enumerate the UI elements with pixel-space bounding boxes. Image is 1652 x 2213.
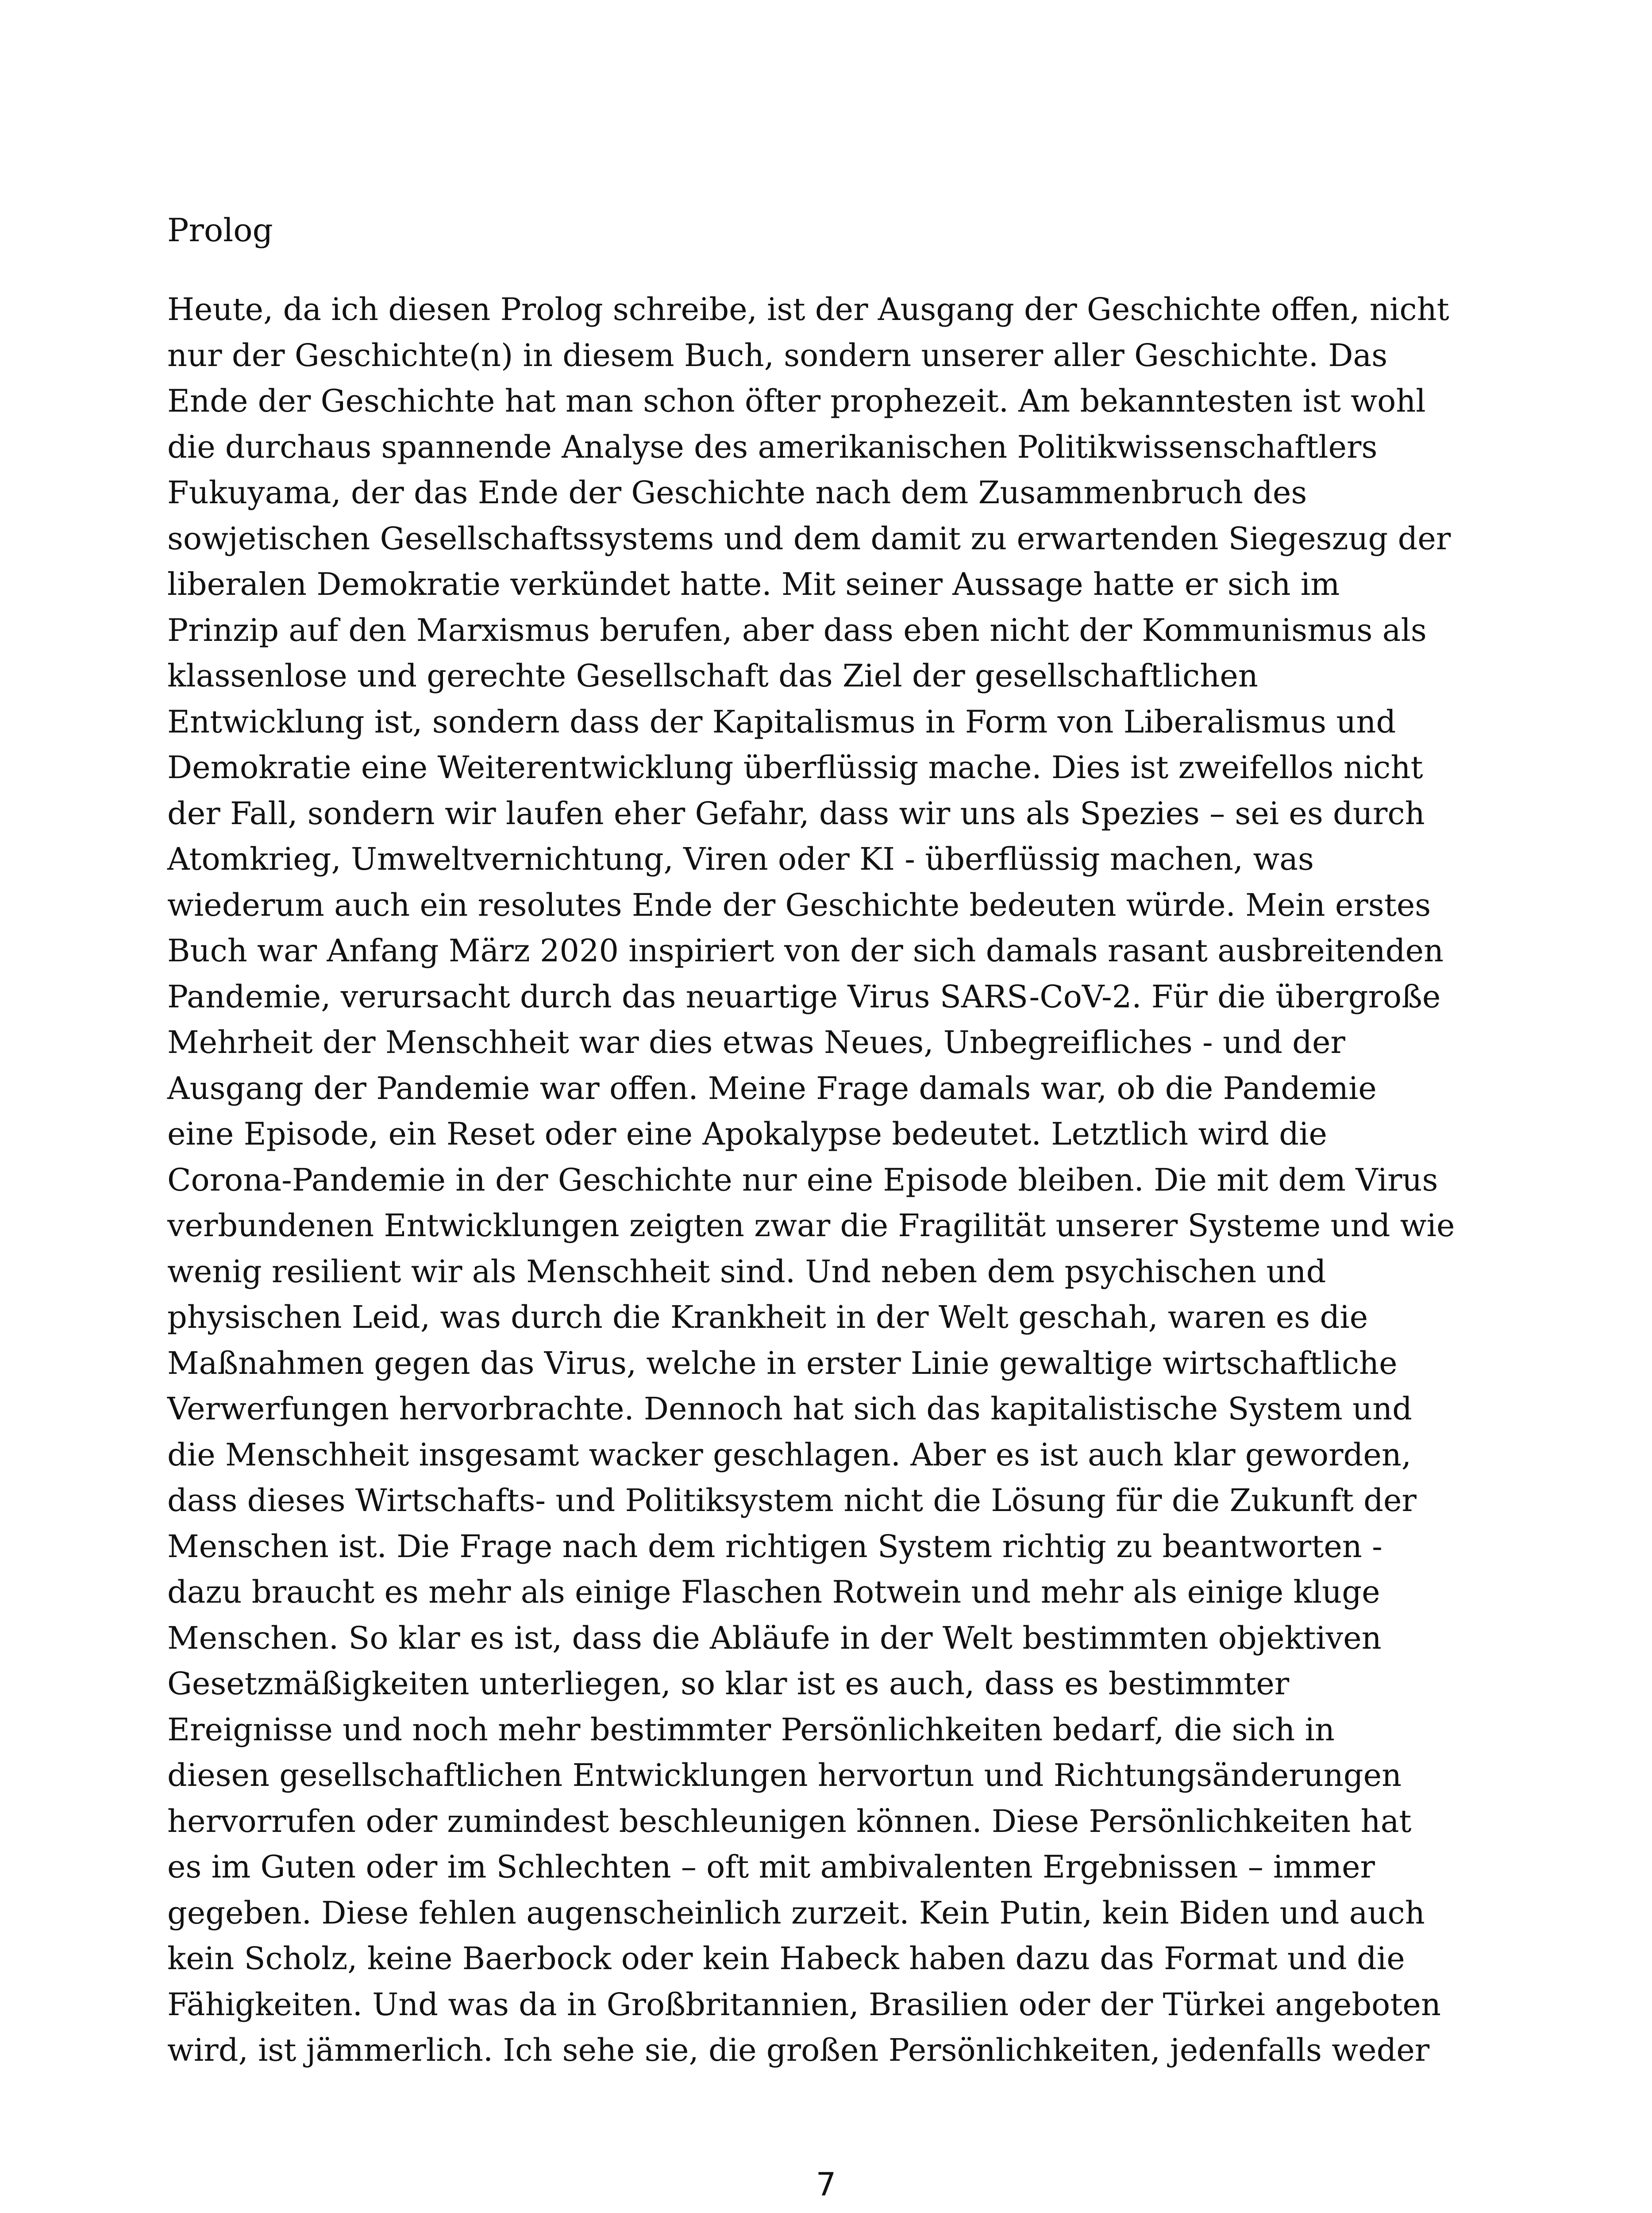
- text-line: gegeben. Diese fehlen augenscheinlich zurzeit. Kein Putin, kein Biden und auch: [167, 1894, 1425, 1931]
- text-line: Heute, da ich diesen Prolog schreibe, ist der Ausgang der Geschichte offen, nicht: [167, 291, 1449, 328]
- text-line: Verwerfungen hervorbrachte. Dennoch hat sich das kapitalistische System und: [167, 1391, 1412, 1427]
- text-line: sowjetischen Gesellschaftssystems und dem damit zu erwartenden Siegeszug der: [167, 520, 1451, 557]
- text-line: Fukuyama, der das Ende der Geschichte nach dem Zusammenbruch des: [167, 474, 1307, 511]
- text-line: die durchaus spannende Analyse des amerikanischen Politikwissenschaftlers: [167, 428, 1378, 465]
- text-line: nur der Geschichte(n) in diesem Buch, sondern unserer aller Geschichte. Das: [167, 337, 1388, 374]
- text-line: eine Episode, ein Reset oder eine Apokalypse bedeutet. Letztlich wird die: [167, 1116, 1327, 1152]
- text-line: Menschen ist. Die Frage nach dem richtigen System richtig zu beantworten -: [167, 1528, 1382, 1565]
- text-line: diesen gesellschaftlichen Entwicklungen hervortun und Richtungsänderungen: [167, 1757, 1402, 1793]
- text-line: verbundenen Entwicklungen zeigten zwar die Fragilität unserer Systeme und wie: [167, 1207, 1455, 1244]
- text-line: Ausgang der Pandemie war offen. Meine Frage damals war, ob die Pandemie: [167, 1070, 1377, 1106]
- text-line: Menschen. So klar es ist, dass die Abläufe in der Welt bestimmten objektiven: [167, 1619, 1382, 1656]
- text-line: Maßnahmen gegen das Virus, welche in erster Linie gewaltige wirtschaftliche: [167, 1345, 1398, 1381]
- text-line: Prinzip auf den Marxismus berufen, aber dass eben nicht der Kommunismus als: [167, 612, 1427, 648]
- text-line: Ereignisse und noch mehr bestimmter Persönlichkeiten bedarf, die sich in: [167, 1711, 1335, 1748]
- text-line: Demokratie eine Weiterentwicklung überflüssig mache. Dies ist zweifellos nicht: [167, 749, 1423, 786]
- text-line: Mehrheit der Menschheit war dies etwas Neues, Unbegreifliches - und der: [167, 1024, 1345, 1060]
- text-line: die Menschheit insgesamt wacker geschlagen. Aber es ist auch klar geworden,: [167, 1436, 1412, 1473]
- text-line: physischen Leid, was durch die Krankheit in der Welt geschah, waren es die: [167, 1299, 1368, 1335]
- text-line: Atomkrieg, Umweltvernichtung, Viren oder KI - überflüssig machen, was: [167, 841, 1314, 877]
- text-line: liberalen Demokratie verkündet hatte. Mit seiner Aussage hatte er sich im: [167, 566, 1340, 602]
- text-line: dass dieses Wirtschafts- und Politiksystem nicht die Lösung für die Zukunft der: [167, 1482, 1417, 1519]
- text-line: dazu braucht es mehr als einige Flaschen Rotwein und mehr als einige kluge: [167, 1574, 1380, 1610]
- text-line: wird, ist jämmerlich. Ich sehe sie, die großen Persönlichkeiten, jedenfalls weder: [167, 2032, 1430, 2068]
- text-line: es im Guten oder im Schlechten – oft mit ambivalenten Ergebnissen – immer: [167, 1849, 1375, 1885]
- text-line: Buch war Anfang März 2020 inspiriert von der sich damals rasant ausbreitenden: [167, 933, 1444, 969]
- text-line: kein Scholz, keine Baerbock oder kein Habeck haben dazu das Format und die: [167, 1940, 1405, 1977]
- text-line: wiederum auch ein resolutes Ende der Geschichte bedeuten würde. Mein erstes: [167, 887, 1431, 923]
- text-line: wenig resilient wir als Menschheit sind. Und neben dem psychischen und: [167, 1253, 1326, 1290]
- prologue-paragraph: [167, 287, 1499, 2074]
- page-number: 7: [816, 2166, 836, 2203]
- text-line: Ende der Geschichte hat man schon öfter prophezeit. Am bekanntesten ist wohl: [167, 383, 1426, 419]
- text-line: Fähigkeiten. Und was da in Großbritannien, Brasilien oder der Türkei angeboten: [167, 1986, 1441, 2023]
- text-line: Corona-Pandemie in der Geschichte nur eine Episode bleiben. Die mit dem Virus: [167, 1161, 1438, 1198]
- text-line: klassenlose und gerechte Gesellschaft das Ziel der gesellschaftlichen: [167, 658, 1258, 694]
- text-line: Gesetzmäßigkeiten unterliegen, so klar ist es auch, dass es bestimmter: [167, 1666, 1290, 1702]
- chapter-title: Prolog: [167, 212, 273, 249]
- text-line: Pandemie, verursacht durch das neuartige Virus SARS-CoV-2. Für die übergroße: [167, 978, 1441, 1015]
- text-line: hervorrufen oder zumindest beschleunigen können. Diese Persönlichkeiten hat: [167, 1803, 1412, 1839]
- text-line: der Fall, sondern wir laufen eher Gefahr, dass wir uns als Spezies – sei es durch: [167, 795, 1425, 832]
- text-line: Entwicklung ist, sondern dass der Kapitalismus in Form von Liberalismus und: [167, 703, 1396, 740]
